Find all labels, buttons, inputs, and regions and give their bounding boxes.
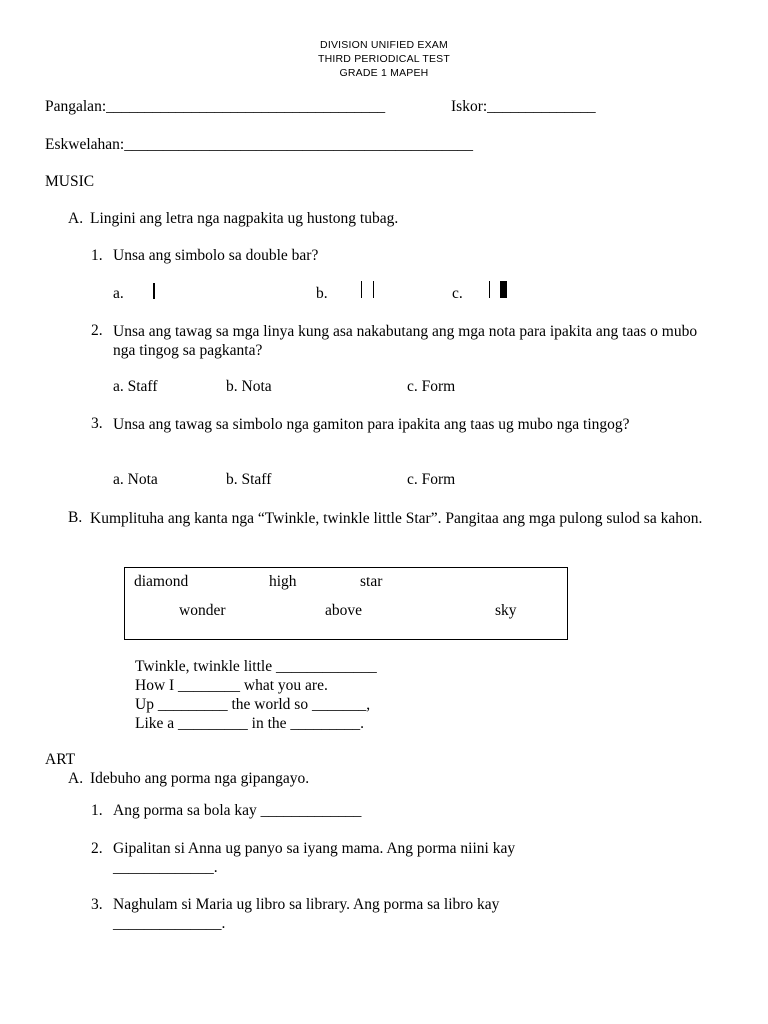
question-text: Gipalitan si Anna ug panyo sa iyang mama. Ang porma niini kay: [113, 840, 516, 857]
question-text: Unsa ang tawag sa mga linya kung asa nakabutang ang mga nota para ipakita ang taas o mubo nga tingog sa pagkanta?: [113, 323, 698, 359]
choice-c: c. Form: [407, 378, 456, 395]
word-bank-item: above: [325, 602, 363, 619]
question-text: Unsa ang tawag sa simbolo nga gamiton para ipakita ang taas ug mubo nga tingog?: [113, 416, 630, 433]
music-part-a-instruction: Lingini ang letra nga nagpakita ug hustong tubag.: [90, 210, 399, 227]
word-bank-item: sky: [495, 602, 517, 619]
music-part-b-instruction: Kumplituha ang kanta nga “Twinkle, twinkle little Star”. Pangitaa ang mga pulong sulod sa kahon.: [90, 510, 703, 527]
choice-a: a. Nota: [113, 471, 158, 488]
exam-header-line1: DIVISION UNIFIED EXAM: [320, 39, 448, 51]
music-part-a-label: A.: [68, 210, 84, 227]
word-bank-item: star: [360, 573, 383, 590]
answer-blank: _____________.: [113, 859, 218, 876]
question-text: Unsa ang simbolo sa double bar?: [113, 247, 319, 264]
name-field: Pangalan:____________________________________: [45, 98, 386, 115]
answer-blank: ______________.: [113, 915, 226, 932]
song-line: Twinkle, twinkle little _____________: [135, 658, 377, 675]
question-number: 2.: [91, 840, 103, 857]
song-line: Like a _________ in the _________.: [135, 715, 365, 732]
word-bank-box: [124, 567, 568, 640]
section-title-art: ART: [45, 751, 76, 768]
question-number: 2.: [91, 322, 103, 339]
exam-header-line3: GRADE 1 MAPEH: [339, 67, 429, 79]
choice-a: a. Staff: [113, 378, 158, 395]
question-number: 3.: [91, 896, 103, 913]
question-number: 1.: [91, 802, 103, 819]
choice-b: b. Nota: [226, 378, 272, 395]
choice-b-label: b.: [316, 285, 328, 302]
word-bank-item: wonder: [179, 602, 226, 619]
music-part-b-label: B.: [68, 509, 83, 526]
word-bank-item: high: [269, 573, 297, 590]
art-part-a-instruction: Idebuho ang porma nga gipangayo.: [90, 770, 310, 787]
song-line: Up _________ the world so _______,: [135, 696, 371, 713]
question-text: Ang porma sa bola kay _____________: [113, 802, 362, 819]
exam-header-line2: THIRD PERIODICAL TEST: [318, 53, 450, 65]
word-bank-item: diamond: [134, 573, 189, 590]
choice-b: b. Staff: [226, 471, 272, 488]
question-text: Naghulam si Maria ug libro sa library. Ang porma sa libro kay: [113, 896, 500, 913]
school-field: Eskwelahan:_____________________________________________: [45, 136, 473, 153]
song-line: How I ________ what you are.: [135, 677, 328, 694]
choice-c-label: c.: [452, 285, 463, 302]
choice-a-label: a.: [113, 285, 124, 302]
question-number: 3.: [91, 415, 103, 432]
section-title-music: MUSIC: [45, 173, 95, 190]
score-field: Iskor:______________: [451, 98, 596, 115]
choice-c: c. Form: [407, 471, 456, 488]
art-part-a-label: A.: [68, 770, 84, 787]
question-number: 1.: [91, 247, 103, 264]
